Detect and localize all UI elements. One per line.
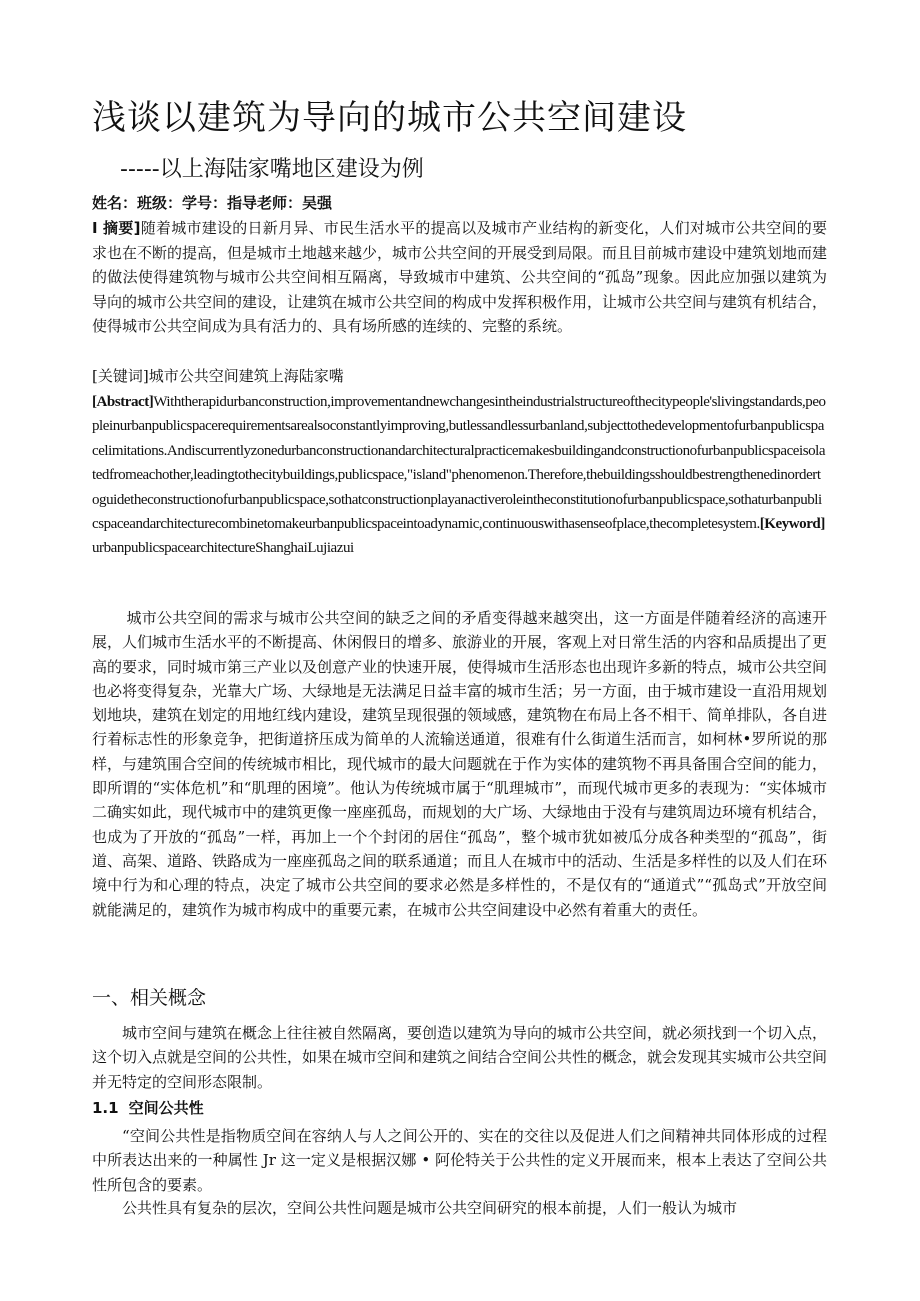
keyword-en-text: urbanpublicspacearchitectureShanghaiLujiazui	[92, 540, 354, 557]
section-paragraph: 城市空间与建筑在概念上往往被自然隔离，要创造以建筑为导向的城市公共空间，就必须找到一个切入点，这个切入点就是空间的公共性，如果在城市空间和建筑之间结合空间公共性的概念，就会发现其实城市公共空间并无特定的空间形态限制。	[92, 1024, 828, 1091]
subsection-heading	[92, 1096, 827, 1120]
abstract-en-label: [Abstract]	[92, 394, 154, 410]
abstract-text: 随着城市建设的日新月异、市民生活水平的提高以及城市产业结构的新变化，人们对城市公共空间的要求也在不断的提高，但是城市土地越来越少，城市公共空间的开展受到局限。而且目前城市建设中建筑划地而建的做法使得建筑物与城市公共空间相互隔离，导致城市中建筑、公共空间的“孤岛”现象。因此应加强以建筑为导向的城市公共空间的建设，让建筑在城市公共空间的构成中发挥积极作用，让城市公共空间与建筑有机结合，使得城市公共空间成为具有活力的、具有场所感的连续的、完整的系统。	[92, 219, 828, 335]
subsection-title: 空间公共性	[128, 1099, 204, 1117]
abstract-en-text: Withtherapidurbanconstruction,improvementandnewchangesintheindustrialstructureofthecitypeople'slivingstandards,peopleinurbanpublicspacerequirementsarealsoconstantlyimproving,butlessandlessurbanland,subjecttothedevelopmentofurbanpublicspacelimitations.Andiscurrentlyzonedurbanconstructionandarchitecturalpracticemakesbuildingandconstructionofurbanpublicspaceisolatedfromeachother,leadingtothecitybuildings,publicspace,"island"phenomenon.Therefore,thebuildingsshouldbestrengthenedinordertoguidetheconstructionofurbanpublicspace,sothatconstructionplayanactiveroleintheconstitutionofurbanpublicspace,sothaturbanpublicspaceandarchitecturecombinetomakeurbanpublicspaceintoadynamic,continuouswithasenseofplace,thecompletesystem.	[92, 394, 826, 533]
section-heading: 一、相关概念	[92, 987, 207, 1009]
abstract-chinese	[92, 216, 827, 339]
paper-title: 浅谈以建筑为导向的城市公共空间建设	[92, 98, 687, 138]
keywords-text: 城市公共空间建筑上海陆家嘴	[148, 367, 344, 385]
subsection-number: 1.1	[92, 1099, 119, 1117]
keywords-label: [关键词]	[92, 367, 149, 385]
subsection-paragraph-continued: 公共性具有复杂的层次，空间公共性问题是城市公共空间研究的根本前提，人们一般认为城市	[122, 1199, 738, 1217]
abstract-english	[92, 390, 827, 561]
author-line: 姓名：班级：学号：指导老师：吴强	[92, 194, 333, 212]
paper-subtitle: -----以上海陆家嘴地区建设为例	[120, 157, 424, 182]
intro-paragraph: 城市公共空间的需求与城市公共空间的缺乏之间的矛盾变得越来越突出，这一方面是伴随着经济的高速开展，人们城市生活水平的不断提高、休闲假日的增多、旅游业的开展，客观上对日常生活的内容和品质提出了更高的要求，同时城市第三产业以及创意产业的快速开展，使得城市生活形态也出现许多新的特点，城市公共空间也必将变得复杂，光靠大广场、大绿地是无法满足日益丰富的城市生活；另一方面，由于城市建设一直沿用规划划地块，建筑在划定的用地红线内建设，建筑呈现很强的领域感，建筑物在布局上各不相干、简单排队，各自进行着标志性的形象竞争，把街道挤压成为简单的人流输送通道，很难有什么街道生活而言，如柯林•罗所说的那样，与建筑围合空间的传统城市相比，现代城市的最大问题就在于作为实体的建筑物不再具备围合空间的能力，即所谓的“实体危机”和“肌理的困境”。他认为传统城市属于“肌理城市”，而现代城市更多的表现为：“实体城市二确实如此，现代城市中的建筑更像一座座孤岛，而规划的大广场、大绿地由于没有与建筑周边环境有机结合，也成为了开放的“孤岛”一样，再加上一个个封闭的居住“孤岛”，整个城市犹如被瓜分成各种类型的“孤岛”，街道、高架、道路、铁路成为一座座孤岛之间的联系通道；而且人在城市中的活动、生活是多样性的以及人们在环境中行为和心理的特点，决定了城市公共空间的要求必然是多样性的，不是仅有的“通道式”“孤岛式”开放空间就能满足的，建筑作为城市构成中的重要元素，在城市公共空间建设中必然有着重大的责任。	[92, 609, 828, 919]
keyword-en-label: [Keyword]	[759, 516, 825, 533]
abstract-label: I 摘要]	[92, 219, 141, 237]
subsection-paragraph: “空间公共性是指物质空间在容纳人与人之间公开的、实在的交往以及促进人们之间精神共同体形成的过程中所表达出来的一种属性 Jr 这一定义是根据汉娜 • 阿伦特关于公共性的定义开展而来，根本上表达了空间公共性所包含的要素。	[92, 1127, 827, 1194]
keywords-chinese	[92, 364, 827, 389]
